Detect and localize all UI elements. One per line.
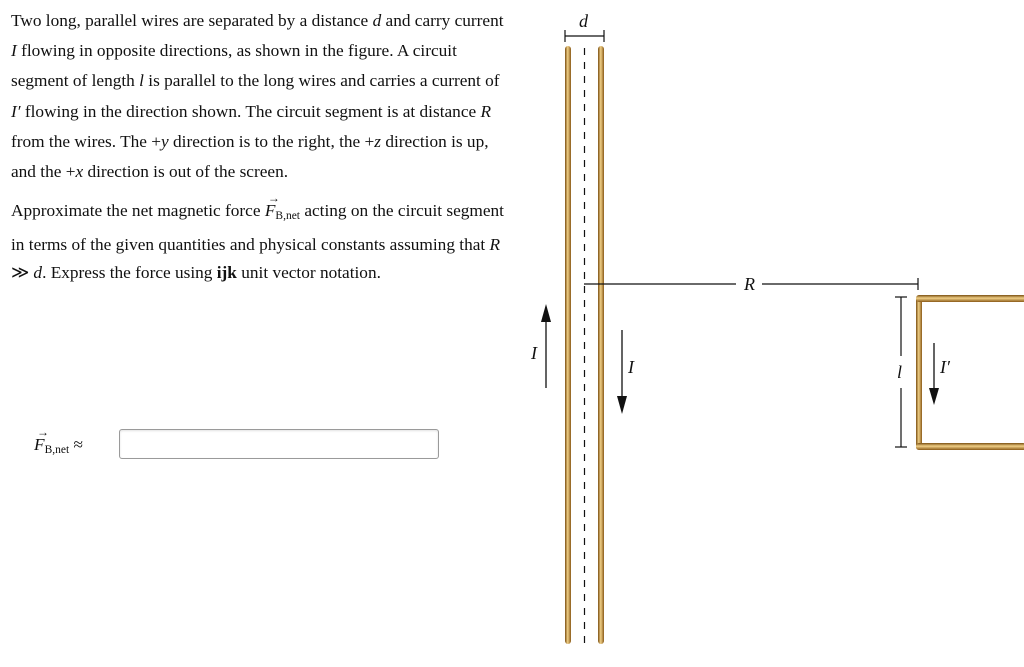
text: acting on the circuit segment in terms of the given quantities and physical constants assuming that	[11, 201, 504, 254]
symbol-x: x	[75, 162, 84, 182]
text: flowing in opposite directions, as shown in the figure. A circuit segment of length	[11, 41, 457, 91]
circuit-segment	[916, 295, 1024, 450]
text: unit vector notation.	[236, 263, 381, 283]
label-I-prime: I′	[940, 357, 950, 377]
symbol-R: R	[480, 101, 492, 121]
symbol-d: d	[372, 11, 382, 30]
text: and carry current	[381, 11, 504, 30]
text: flowing in the direction shown. The circuit segment is at distance	[20, 101, 481, 121]
subscript-b-net: B,net	[275, 210, 301, 223]
symbol-I-prime: I′	[11, 101, 21, 121]
current-arrow-segment	[929, 343, 951, 405]
symbol-d: d	[33, 263, 43, 283]
d-dimension	[565, 11, 604, 42]
text: is parallel to the long wires and carries a current of	[143, 71, 500, 91]
subscript-b-net: B,net	[44, 444, 70, 456]
approx-symbol: ≈	[73, 435, 83, 454]
l-dimension	[895, 297, 907, 447]
symbol-F-vector: → F	[265, 197, 276, 226]
text: direction is out of the screen.	[83, 162, 289, 182]
text: direction is to the right, the +	[168, 131, 375, 151]
symbol-l: l	[139, 71, 144, 91]
text: ≫	[11, 263, 34, 283]
label-d: d	[579, 11, 588, 31]
label-l: l	[897, 362, 903, 382]
text: . Express the force using	[42, 263, 217, 283]
label-R: R	[744, 274, 755, 294]
label-I-left: I	[531, 343, 537, 363]
text: Two long, parallel wires are separated by a distance	[11, 11, 373, 30]
current-arrow-up	[530, 304, 551, 388]
r-dimension	[584, 274, 918, 294]
symbol-F-vector: → F	[34, 430, 45, 460]
current-arrow-down	[617, 330, 635, 414]
text: from the wires. The +	[11, 131, 162, 151]
ijk-bold: ijk	[216, 263, 237, 283]
symbol-I: I	[11, 41, 17, 61]
left-wire	[565, 46, 571, 644]
right-wire	[598, 46, 604, 644]
symbol-R: R	[489, 234, 501, 254]
symbol-z: z	[374, 131, 382, 151]
label-I-right: I	[628, 357, 634, 377]
text: Approximate the net magnetic force	[11, 201, 265, 221]
symbol-y: y	[161, 131, 169, 151]
text: direction is up, and the +	[11, 131, 489, 182]
